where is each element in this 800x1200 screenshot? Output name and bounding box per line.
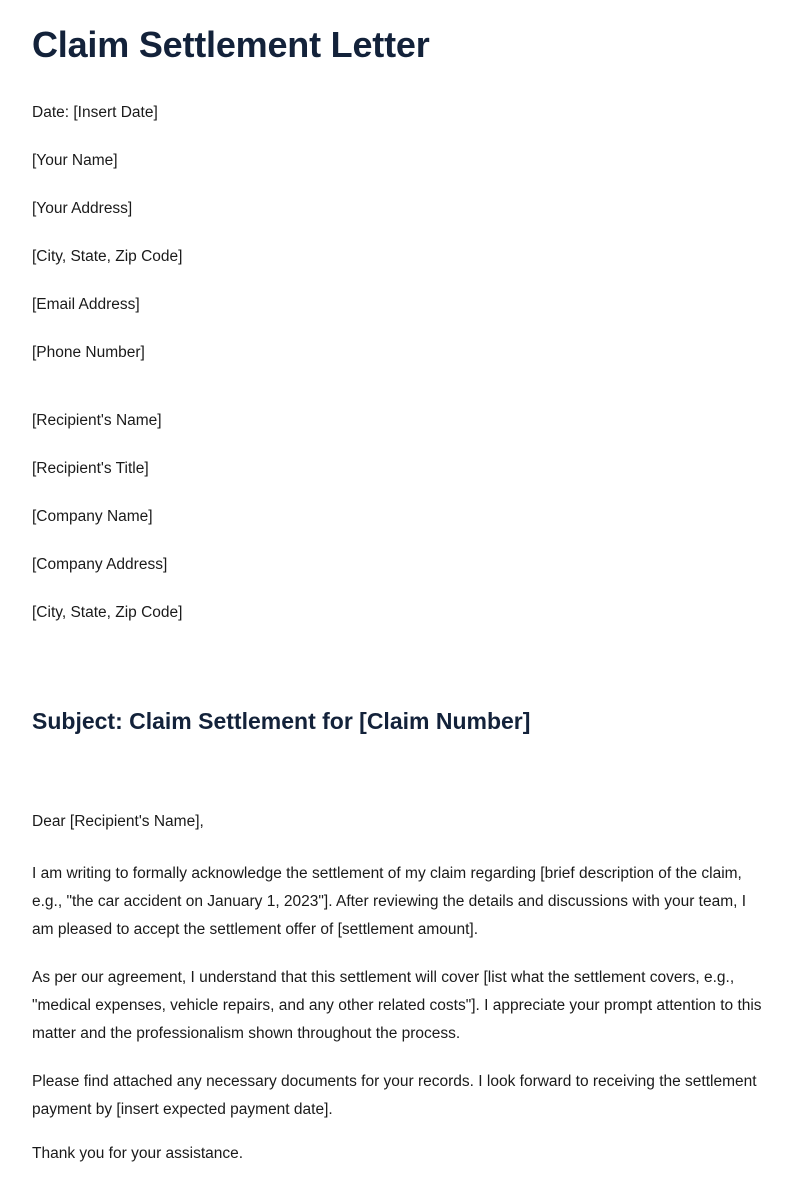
sender-address: [Your Address] <box>32 200 133 217</box>
body-paragraph: Please find attached any necessary documents for your records. I look forward to receiving the settlement payment by [insert expected payment date]. <box>32 1073 757 1118</box>
date-line: Date: [Insert Date] <box>32 104 158 121</box>
sender-phone: [Phone Number] <box>32 344 145 361</box>
closing-line: Thank you for your assistance. <box>32 1145 244 1162</box>
recipient-company-address: [Company Address] <box>32 556 168 573</box>
sender-name: [Your Name] <box>32 152 118 169</box>
recipient-block <box>32 411 768 623</box>
body-paragraph: As per our agreement, I understand that this settlement will cover [list what the settlement covers, e.g., "medical expenses, vehicle repairs, and any other related costs"]. I appreciate your prompt attention to this matter and the professionalism shown throughout the process. <box>32 969 762 1042</box>
sender-email: [Email Address] <box>32 296 140 313</box>
greeting: Dear [Recipient's Name], <box>32 813 204 830</box>
sender-city-state-zip: [City, State, Zip Code] <box>32 248 183 265</box>
sender-block <box>32 103 768 363</box>
page-title: Claim Settlement Letter <box>32 24 430 65</box>
recipient-name: [Recipient's Name] <box>32 412 162 429</box>
body-paragraph: I am writing to formally acknowledge the settlement of my claim regarding [brief description of the claim, e.g., "the car accident on January 1, 2023"]. After reviewing the details and discussions with your team, I am pleased to accept the settlement offer of [settlement amount]. <box>32 865 747 938</box>
recipient-city-state-zip: [City, State, Zip Code] <box>32 604 183 621</box>
subject-heading: Subject: Claim Settlement for [Claim Number] <box>32 708 531 734</box>
recipient-company: [Company Name] <box>32 508 153 525</box>
recipient-title: [Recipient's Title] <box>32 460 149 477</box>
